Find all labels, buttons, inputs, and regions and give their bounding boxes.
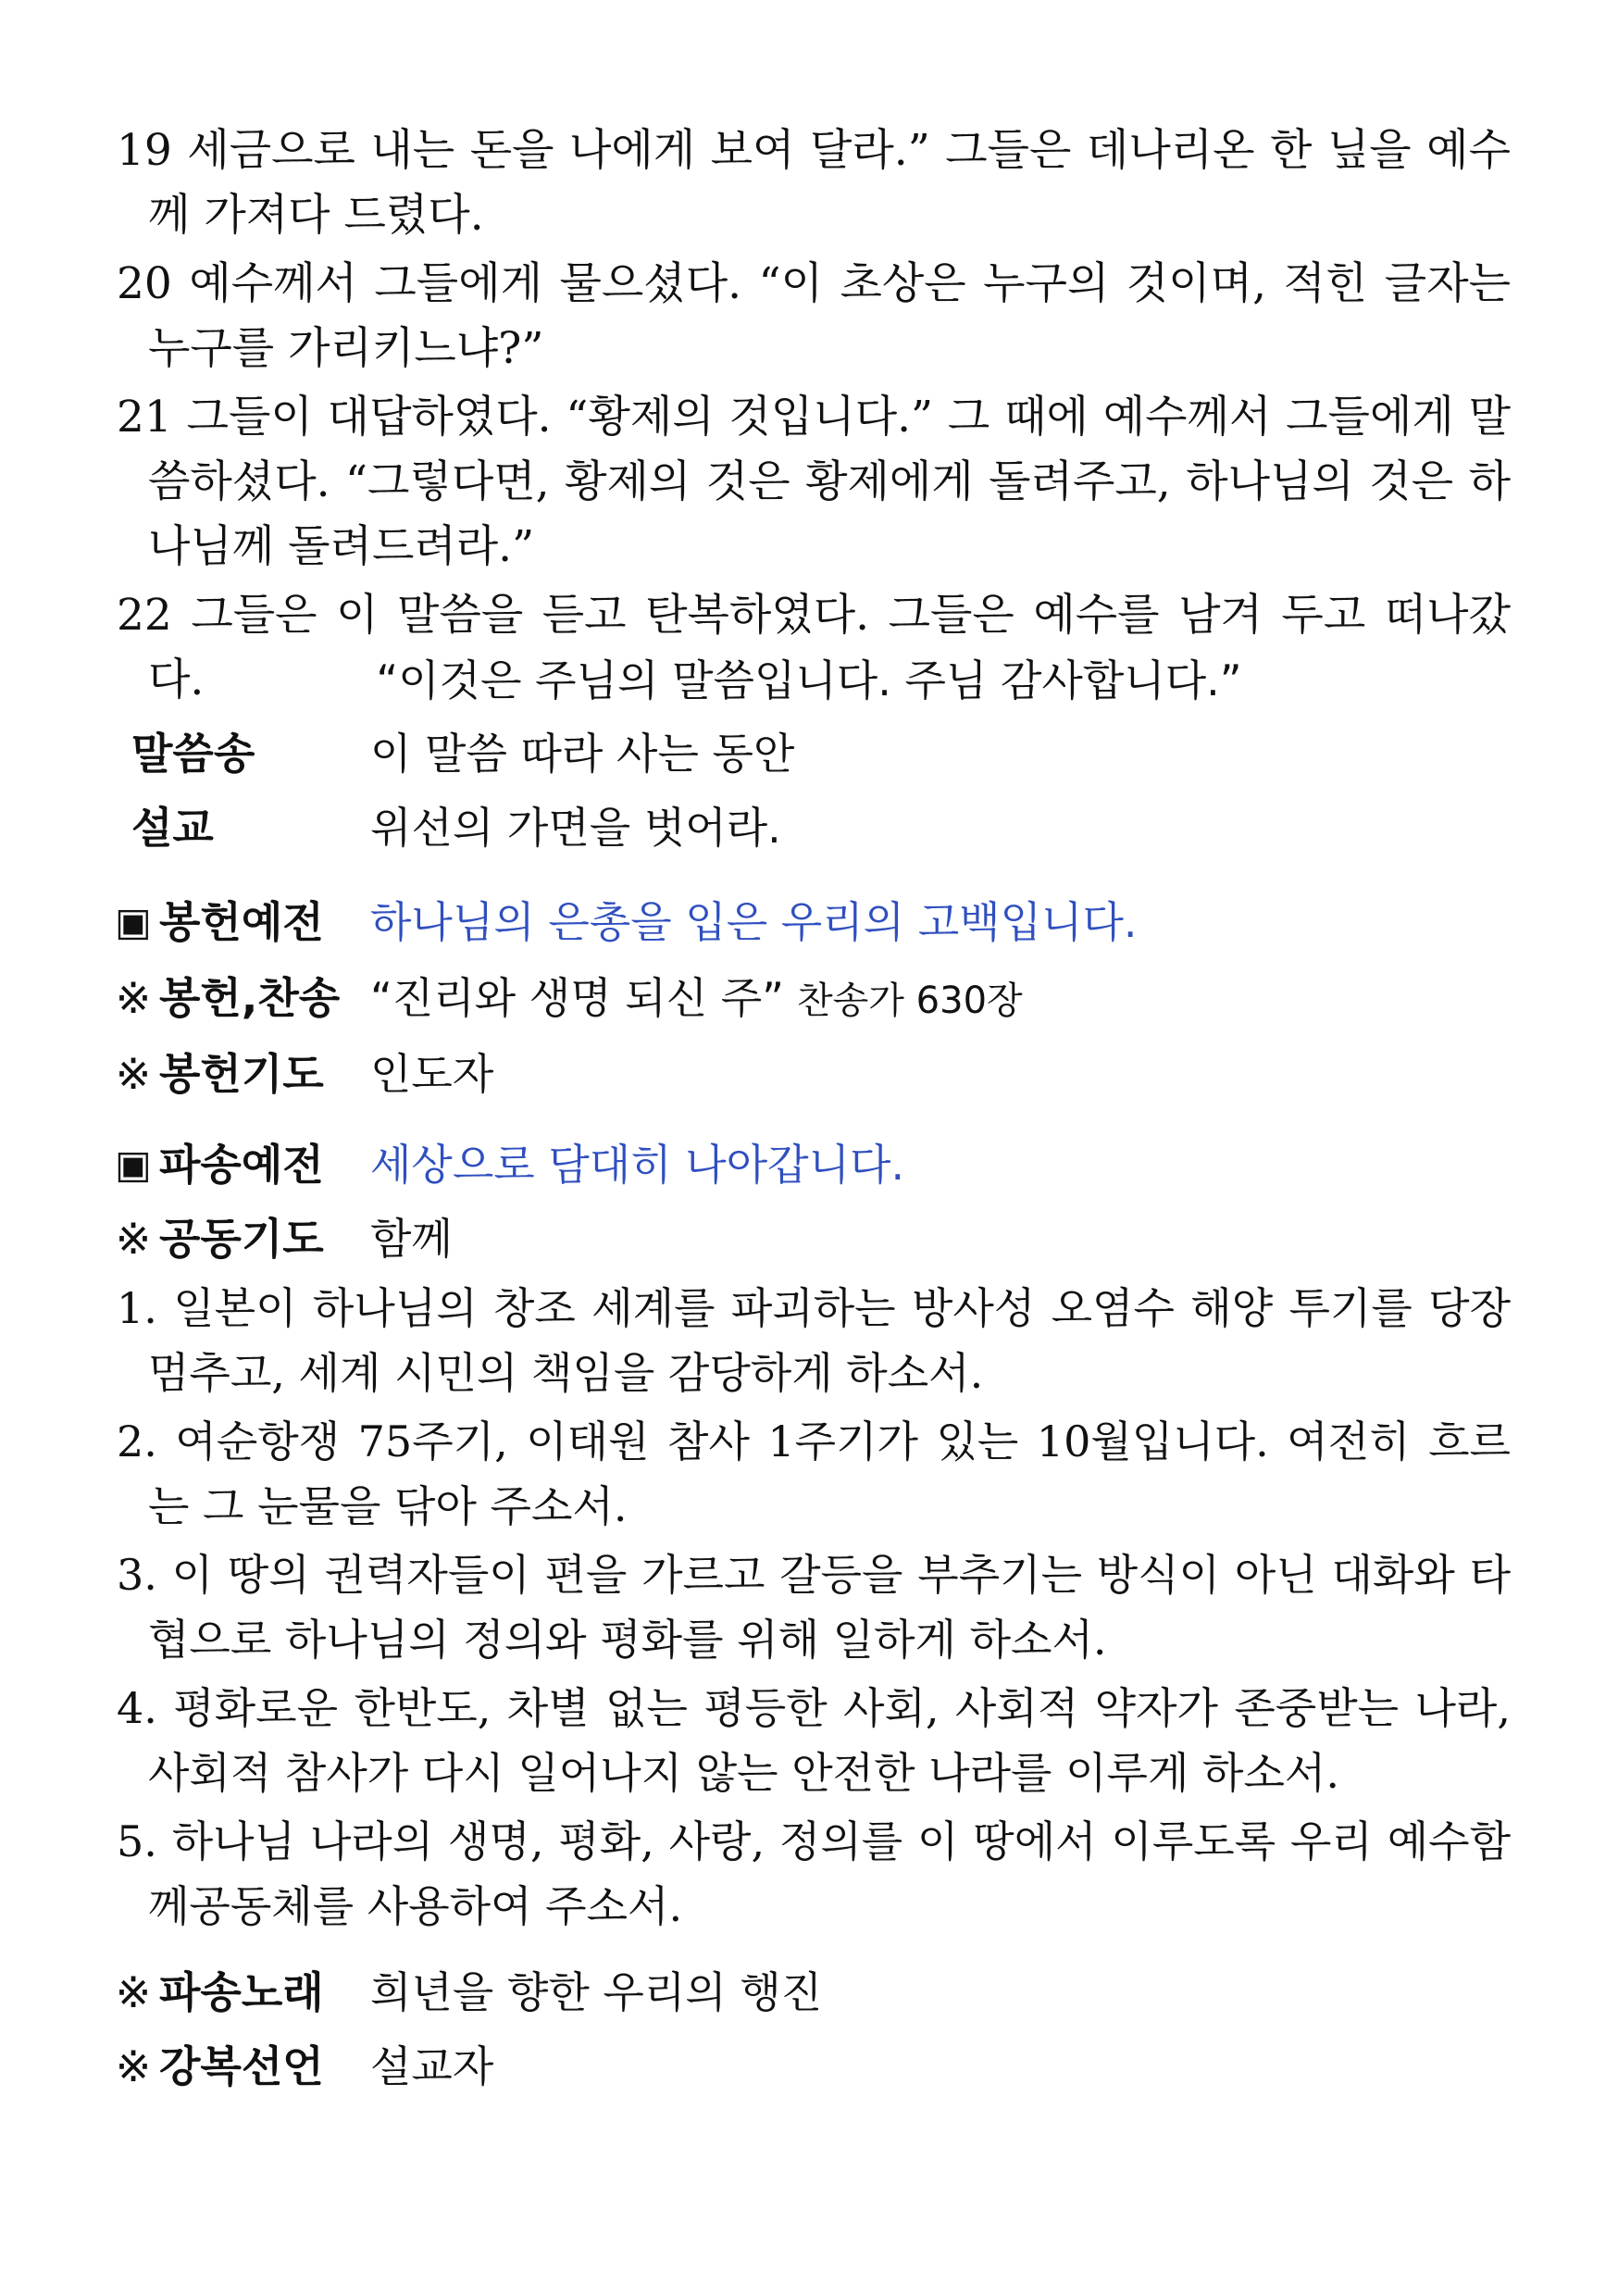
verse-text: 예수께서 그들에게 물으셨다. “이 초상은 누구의 것이며, 적힌 글자는 누구를 가리키느냐?” <box>148 258 1511 374</box>
verse-20 <box>117 252 1511 381</box>
common-prayer-label: 공동기도 <box>159 1214 324 1264</box>
sending-song-value: 희년을 향한 우리의 행진 <box>370 1967 823 2017</box>
prayer-number: 2. <box>117 1416 157 1466</box>
benediction-label: 강복선언 <box>159 2041 324 2091</box>
benediction-row <box>0 2031 1618 2102</box>
offering-section-subtitle: 하나님의 은총을 입은 우리의 고백입니다. <box>370 897 1138 947</box>
section-box-icon: ▣ <box>115 899 152 944</box>
hymn-title: “진리와 생명 되신 주” <box>370 973 785 1023</box>
hymn-number: 찬송가 630장 <box>797 980 1023 1022</box>
sermon-row <box>0 792 1618 863</box>
common-prayer-row <box>0 1204 1618 1274</box>
standing-mark-icon: ※ <box>115 1967 152 2017</box>
verse-21 <box>117 385 1511 580</box>
sermon-label: 설교 <box>131 803 214 853</box>
verse-text: 세금으로 내는 돈을 나에게 보여 달라.” 그들은 데나리온 한 닢을 예수께 가져다 드렸다. <box>148 125 1511 241</box>
verse-number: 21 <box>117 392 172 443</box>
prayer-number: 3. <box>117 1550 157 1600</box>
list-item <box>117 1542 1511 1672</box>
prayer-text: 여순항쟁 75주기, 이태원 참사 1주기가 있는 10월입니다. 여전히 흐르는 그 눈물을 닦아 주소서. <box>148 1416 1511 1531</box>
sending-section-label: 파송예전 <box>159 1140 324 1190</box>
offering-prayer-label: 봉헌기도 <box>159 1049 324 1099</box>
sending-section-subtitle: 세상으로 담대히 나아갑니다. <box>370 1140 905 1190</box>
standing-mark-icon: ※ <box>115 1049 152 1099</box>
sermon-title: 위선의 가면을 벗어라. <box>370 803 781 853</box>
prayer-text: 평화로운 한반도, 차별 없는 평등한 사회, 사회적 약자가 존중받는 나라, 사회적 참사가 다시 일어나지 않는 안전한 나라를 이루게 하소서. <box>148 1683 1511 1798</box>
prayer-text: 이 땅의 권력자들이 편을 가르고 갈등을 부추기는 방식이 아닌 대화와 타협으로 하나님의 정의와 평화를 위해 일하게 하소서. <box>148 1550 1511 1665</box>
standing-mark-icon: ※ <box>115 1214 152 1264</box>
verse-19 <box>117 119 1511 248</box>
list-item <box>117 1676 1511 1805</box>
verse-text: 그들은 이 말씀을 듣고 탄복하였다. 그들은 예수를 남겨 두고 떠나갔다. <box>148 590 1511 705</box>
list-item <box>117 1409 1511 1539</box>
prayer-number: 1. <box>117 1283 157 1333</box>
verse-text: 그들이 대답하였다. “황제의 것입니다.” 그 때에 예수께서 그들에게 말씀하셨다. “그렇다면, 황제의 것은 황제에게 돌려주고, 하나님의 것은 하나님께 돌려드려라.” <box>148 392 1511 572</box>
sending-section-row <box>0 1129 1618 1200</box>
list-item <box>117 1276 1511 1405</box>
sending-song-label: 파송노래 <box>159 1967 324 2017</box>
list-item <box>117 1809 1511 1939</box>
offering-prayer-row <box>0 1039 1618 1109</box>
standing-mark-icon: ※ <box>115 973 152 1023</box>
verse-number: 22 <box>117 590 172 641</box>
standing-mark-icon: ※ <box>115 2041 152 2091</box>
response-song-row <box>0 718 1618 789</box>
scripture-passage <box>117 119 1511 717</box>
common-prayer-value: 함께 <box>370 1214 453 1264</box>
prayer-text: 하나님 나라의 생명, 평화, 사랑, 정의를 이 땅에서 이루도록 우리 예수함께공동체를 사용하여 주소서. <box>148 1816 1512 1931</box>
section-box-icon: ▣ <box>115 1142 152 1187</box>
prayer-number: 5. <box>117 1816 157 1866</box>
response-song-value: 이 말씀 따라 사는 동안 <box>370 729 795 779</box>
verse-number: 20 <box>117 258 172 309</box>
offering-prayer-leader: 인도자 <box>370 1049 494 1099</box>
verse-number: 19 <box>117 125 172 176</box>
offering-hymn-row <box>0 963 1618 1033</box>
prayer-number: 4. <box>117 1683 157 1733</box>
response-song-label: 말씀송 <box>131 729 255 779</box>
scripture-closing: “이것은 주님의 말씀입니다. 주님 감사합니다.” <box>376 655 1242 705</box>
offering-section-row <box>0 887 1618 957</box>
offering-hymn-label: 봉헌,찬송 <box>159 973 341 1023</box>
sending-song-row <box>0 1957 1618 2028</box>
prayer-list <box>117 1276 1511 1942</box>
offering-hymn-value <box>370 963 1023 1036</box>
benediction-value: 설교자 <box>370 2041 494 2091</box>
offering-section-label: 봉헌예전 <box>159 897 324 947</box>
prayer-text: 일본이 하나님의 창조 세계를 파괴하는 방사성 오염수 해양 투기를 당장 멈추고, 세계 시민의 책임을 감당하게 하소서. <box>148 1283 1512 1398</box>
